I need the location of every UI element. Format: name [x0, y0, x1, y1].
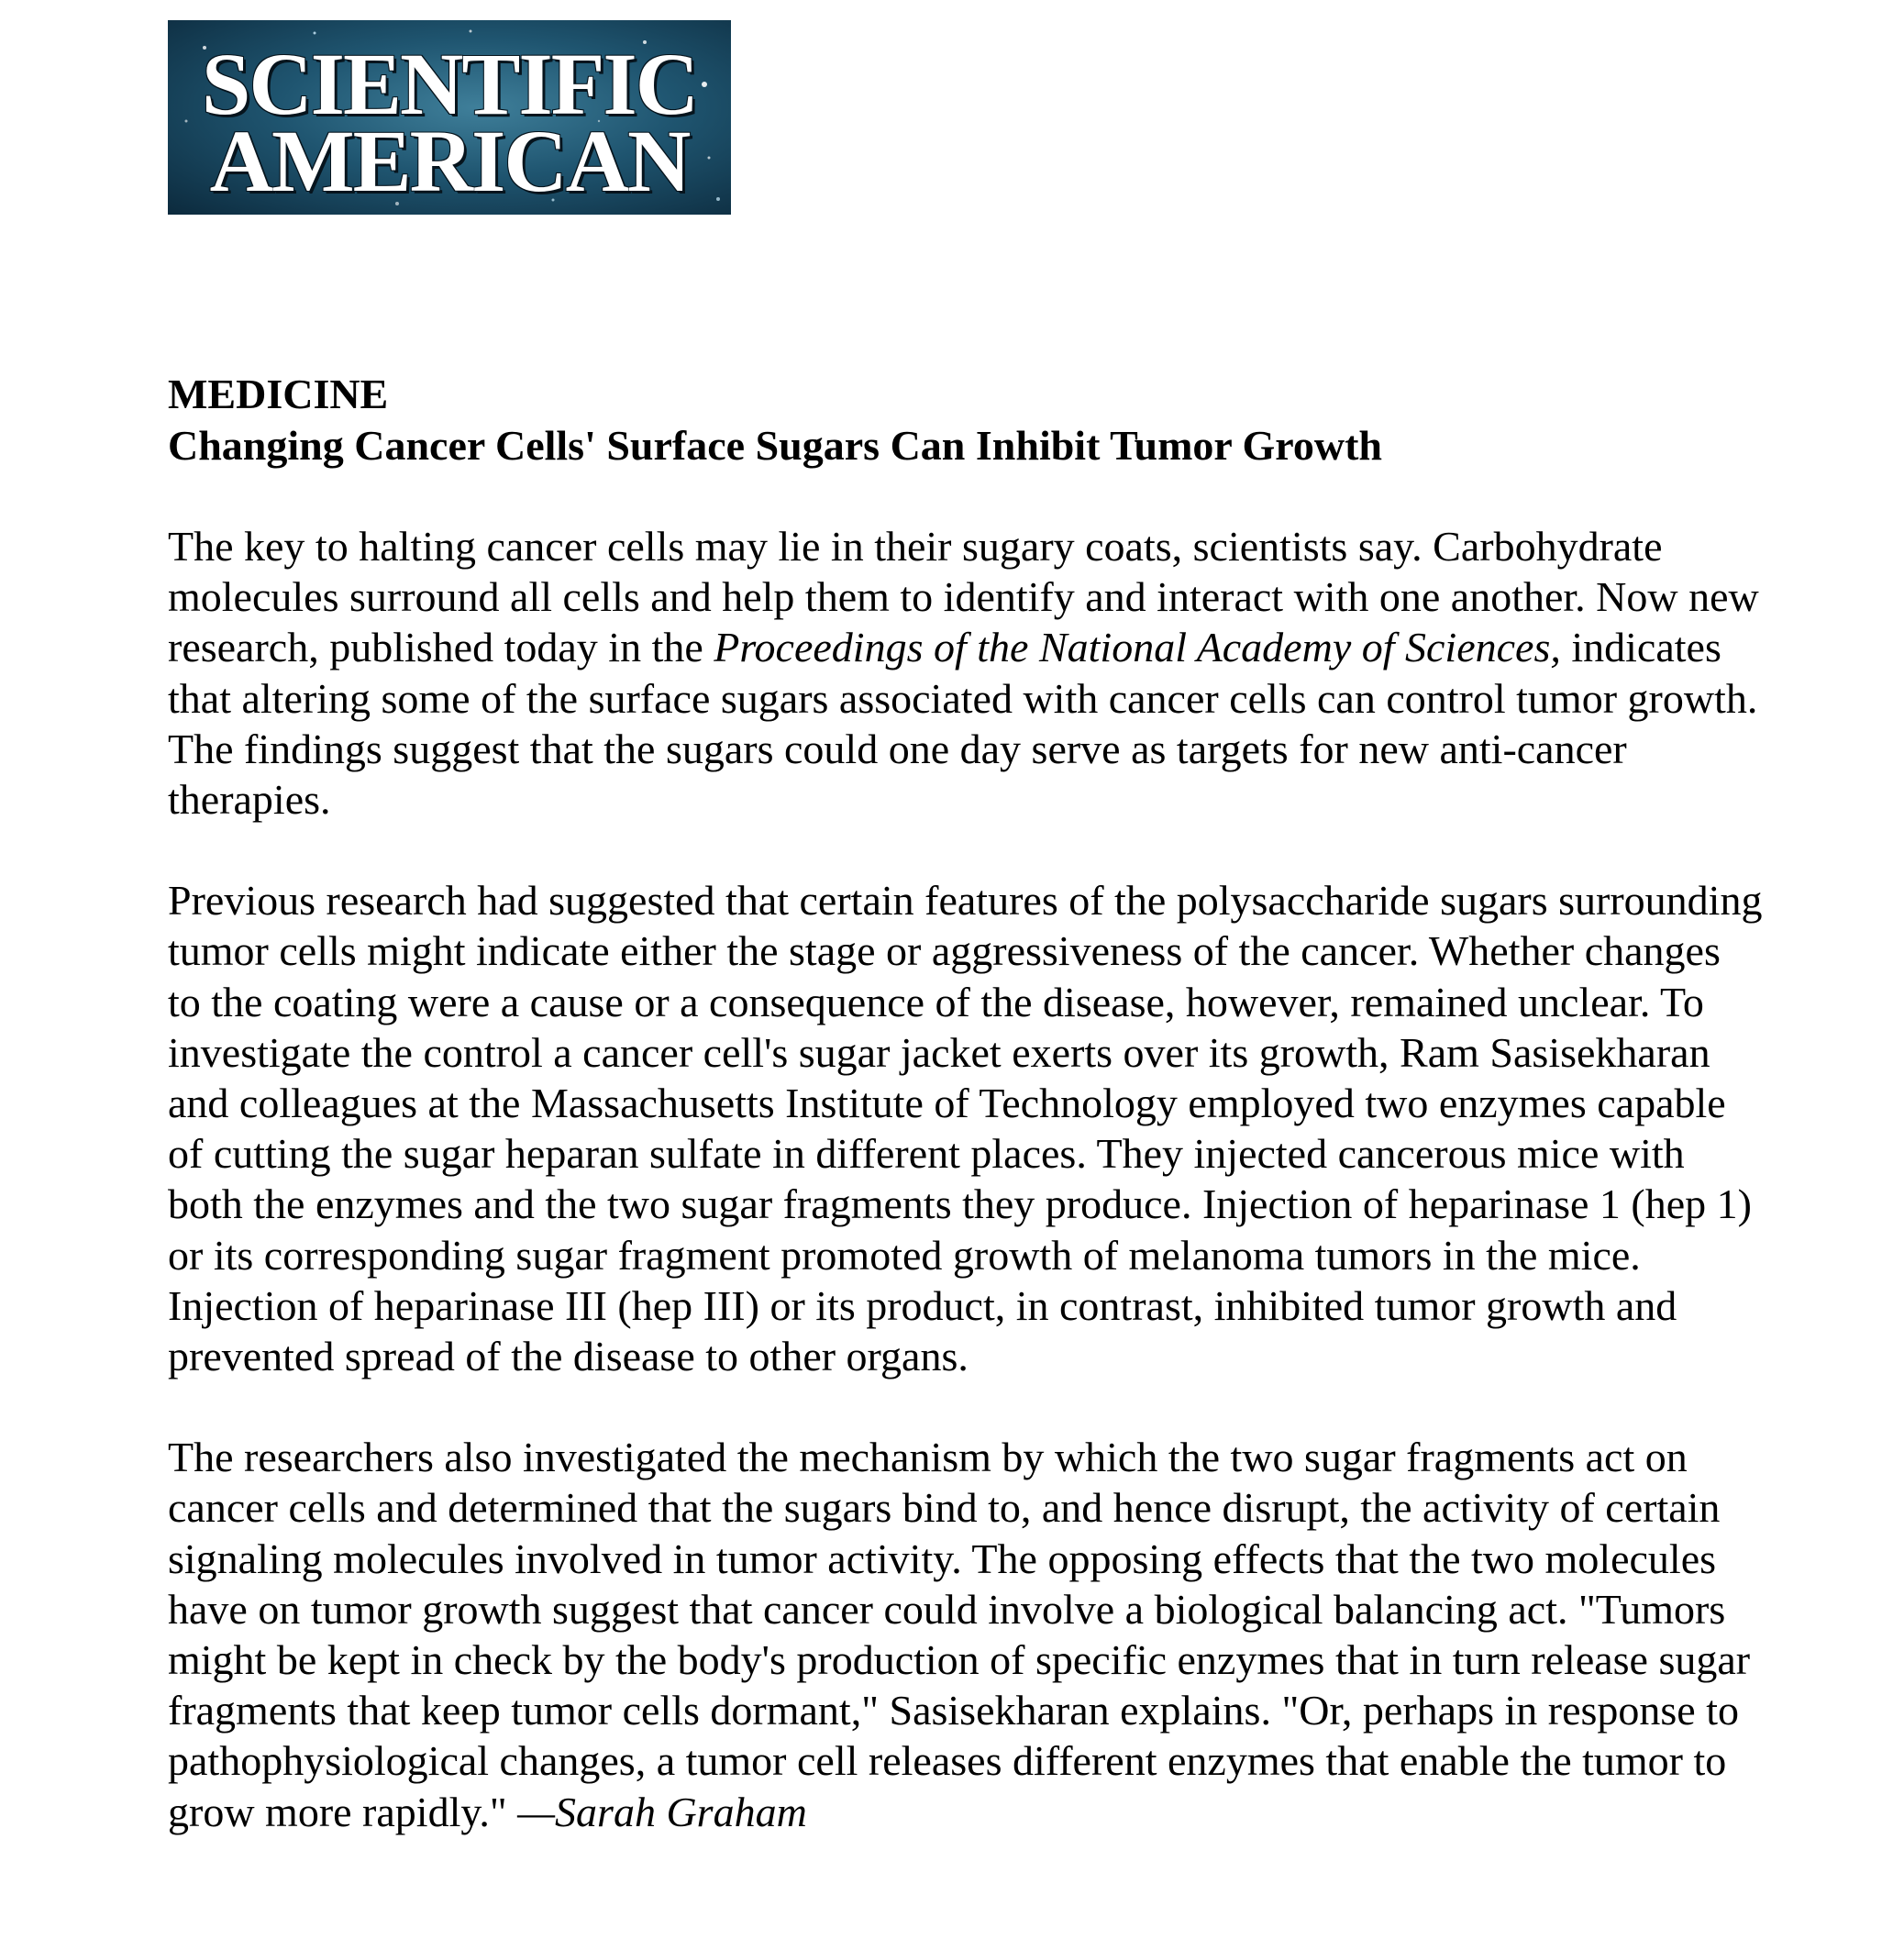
article	[168, 369, 1764, 1837]
article-headline: Changing Cancer Cells' Surface Sugars Can Inhibit Tumor Growth	[168, 422, 1383, 469]
paragraph-1-text-b: indicates that altering some of the surface sugars associated with cancer cells can control tumor growth. The findings suggest that the sugars could one day serve as targets for new anti-cancer therapies.	[168, 624, 1758, 824]
paragraph-1	[168, 521, 1764, 825]
section-label: MEDICINE	[168, 371, 389, 417]
journal-name: Proceedings of the National Academy of Sciences,	[714, 624, 1561, 671]
scientific-american-logo	[168, 20, 731, 215]
byline: —Sarah Graham	[517, 1788, 807, 1835]
paragraph-1-text-a: The key to halting cancer cells may lie in their sugary coats, scientists say. Carbohydrate molecules surround all cells and help them to identify and interact with one another. Now new research, published today in the	[168, 523, 1759, 671]
logo-line-1: SCIENTIFIC	[201, 35, 698, 133]
paragraph-3	[168, 1432, 1764, 1837]
paragraph-3-text: The researchers also investigated the mechanism by which the two sugar fragments act on cancer cells and determined that the sugars bind to, and hence disrupt, the activity of certain signaling molecules involved in tumor activity. The opposing effects that the two molecules have on tumor growth suggest that cancer could involve a biological balancing act. "Tumors might be kept in check by the body's production of specific enzymes that in turn release sugar fragments that keep tumor cells dormant," Sasisekharan explains. "Or, perhaps in response to pathophysiological changes, a tumor cell releases different enzymes that enable the tumor to grow more rapidly."	[168, 1434, 1751, 1835]
paragraph-2: Previous research had suggested that certain features of the polysaccharide sugars surrounding tumor cells might indicate either the stage or aggressiveness of the cancer. Whether changes to the coating were a cause or a consequence of the disease, however, remained unclear. To investigate the control a cancer cell's sugar jacket exerts over its growth, Ram Sasisekharan and colleagues at the Massachusetts Institute of Technology employed two enzymes capable of cutting the sugar heparan sulfate in different places. They injected cancerous mice with both the enzymes and the two sugar fragments they produce. Injection of heparinase 1 (hep 1) or its corresponding sugar fragment promoted growth of melanoma tumors in the mice. Injection of heparinase III (hep III) or its product, in contrast, inhibited tumor growth and prevented spread of the disease to other organs.	[168, 877, 1763, 1380]
logo-line-2: AMERICAN	[209, 112, 690, 210]
